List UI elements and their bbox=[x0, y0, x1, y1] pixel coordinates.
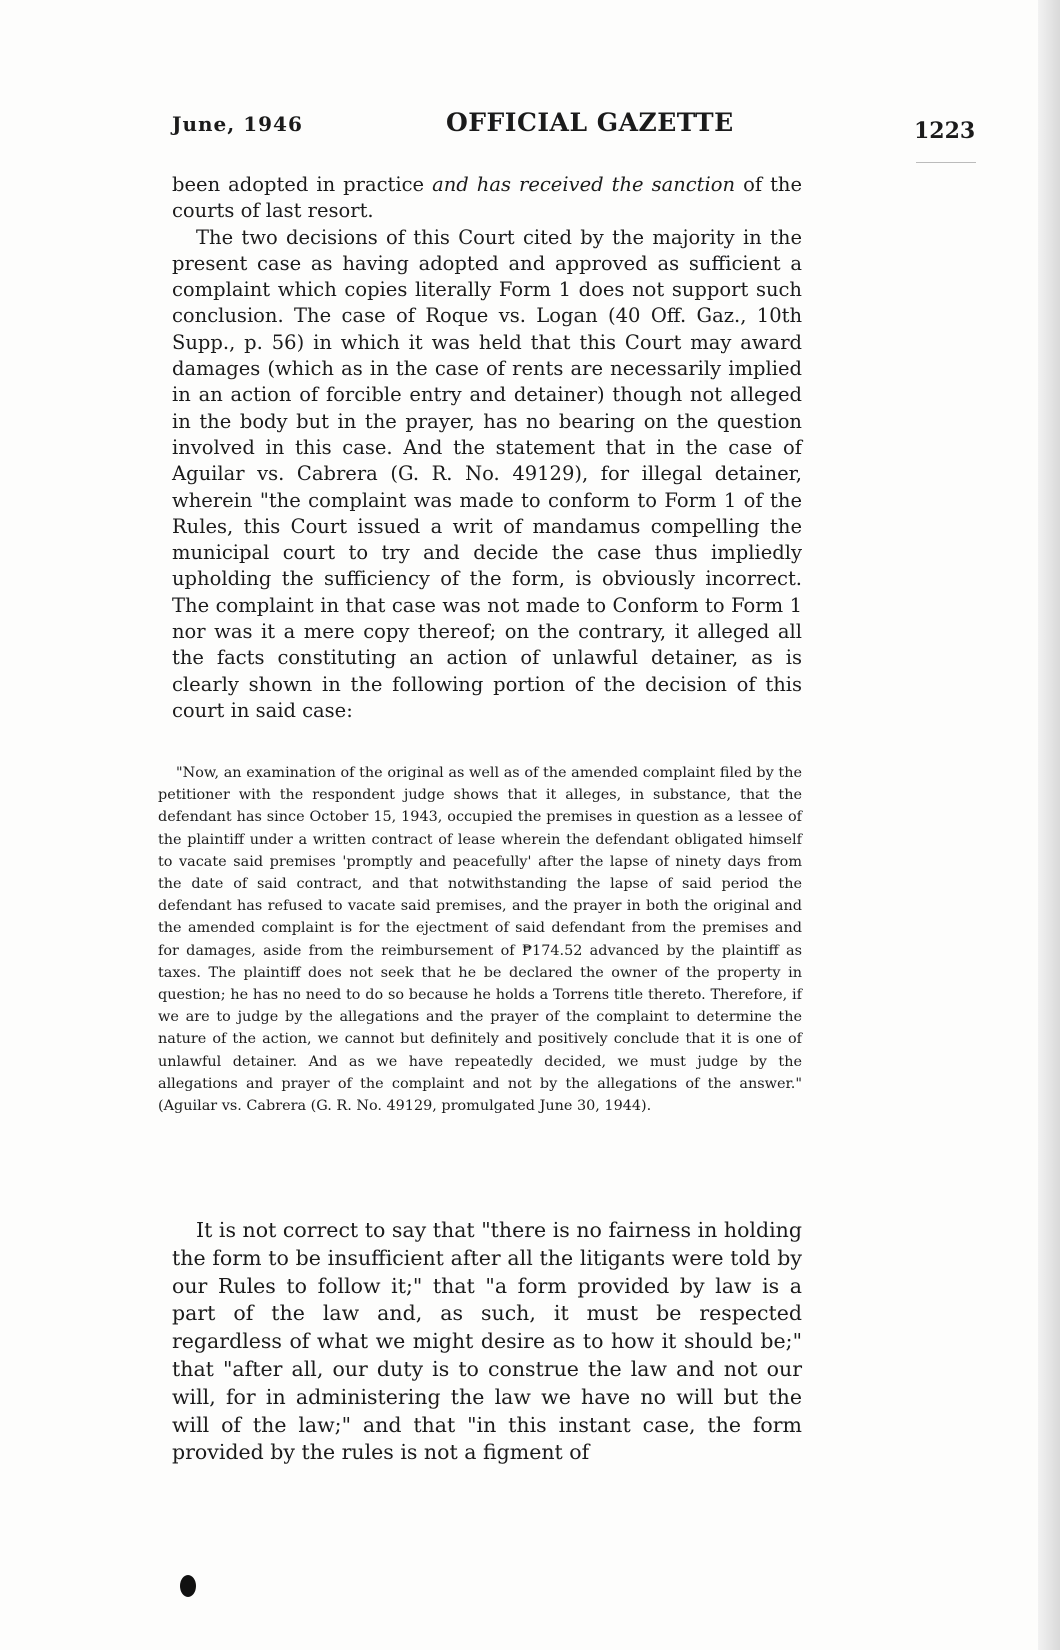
body-column bbox=[172, 172, 802, 724]
header-rule bbox=[916, 162, 976, 163]
header-title: OFFICIAL GAZETTE bbox=[446, 108, 734, 137]
paragraph-closing: It is not correct to say that "there is no fairness in holding the form to be insufficient after all the litigants were told by our Rules to follow it;" that "a form provided by law is a part of the law and, as such, it must be respected regardless of what we might desire as to how it should be;" that "after all, our duty is to construe the law and not our will, for in administering the law we have no will but the will of the law;" and that "in this instant case, the form provided by the rules is not a figment of bbox=[172, 1218, 802, 1465]
paragraph-decisions: The two decisions of this Court cited by the majority in the present case as having adopted and approved as sufficient a complaint which copies literally Form 1 does not support such conclusion. The case of Roque vs. Logan (40 Off. Gaz., 10th Supp., p. 56) in which it was held that this Court may award damages (which as in the case of rents are necessarily implied in an action of forcible entry and detainer) though not alleged in the body but in the prayer, has no bearing on the question involved in this case. And the statement that in the case of Aguilar vs. Cabrera (G. R. No. 49129), for illegal detainer, wherein "the complaint was made to conform to Form 1 of the Rules, this Court issued a writ of mandamus compelling the municipal court to try and decide the case thus impliedly upholding the sufficiency of the form, is obviously incorrect. The complaint in that case was not made to Conform to Form 1 nor was it a mere copy thereof; on the contrary, it alleged all the facts constituting an action of unlawful detainer, as is clearly shown in the following portion of the decision of this court in said case: bbox=[172, 225, 802, 722]
header-date: June, 1946 bbox=[172, 112, 303, 136]
page-number: 1223 bbox=[914, 118, 976, 144]
page-edge bbox=[1038, 0, 1060, 1650]
ink-dot bbox=[180, 1575, 196, 1597]
page-header bbox=[0, 108, 1060, 152]
italic-phrase: and has received the sanction bbox=[432, 173, 736, 196]
paragraph-continuation: been adopted in practice and has received the sanction of the courts of last resort. bbox=[172, 173, 802, 223]
block-quote: "Now, an examination of the original as well as of the amended complaint filed by the petitioner with the respondent judge shows that it alleges, in substance, that the defendant has since October 15, 1943, occupied the premises in question as a lessee of the plaintiff under a written contract of lease wherein the defendant obligated himself to vacate said premises 'promptly and peacefully' after the lapse of ninety days from the date of said contract, and that notwithstanding the lapse of said period the defendant has refused to vacate said premises, and the prayer in both the original and the amended complaint is for the ejectment of said defendant from the premises and for damages, aside from the reimbursement of ₱174.52 advanced by the plaintiff as taxes. The plaintiff does not seek that he be declared the owner of the property in question; he has no need to do so because he holds a Torrens title thereto. Therefore, if we are to judge by the allegations and the prayer of the complaint to determine the nature of the action, we cannot but definitely and positively conclude that it is one of unlawful detainer. And as we have repeatedly decided, we must judge by the allegations and prayer of the complaint and not by the allegations of the answer." (Aguilar vs. Cabrera (G. R. No. 49129, promulgated June 30, 1944). bbox=[158, 765, 802, 1115]
